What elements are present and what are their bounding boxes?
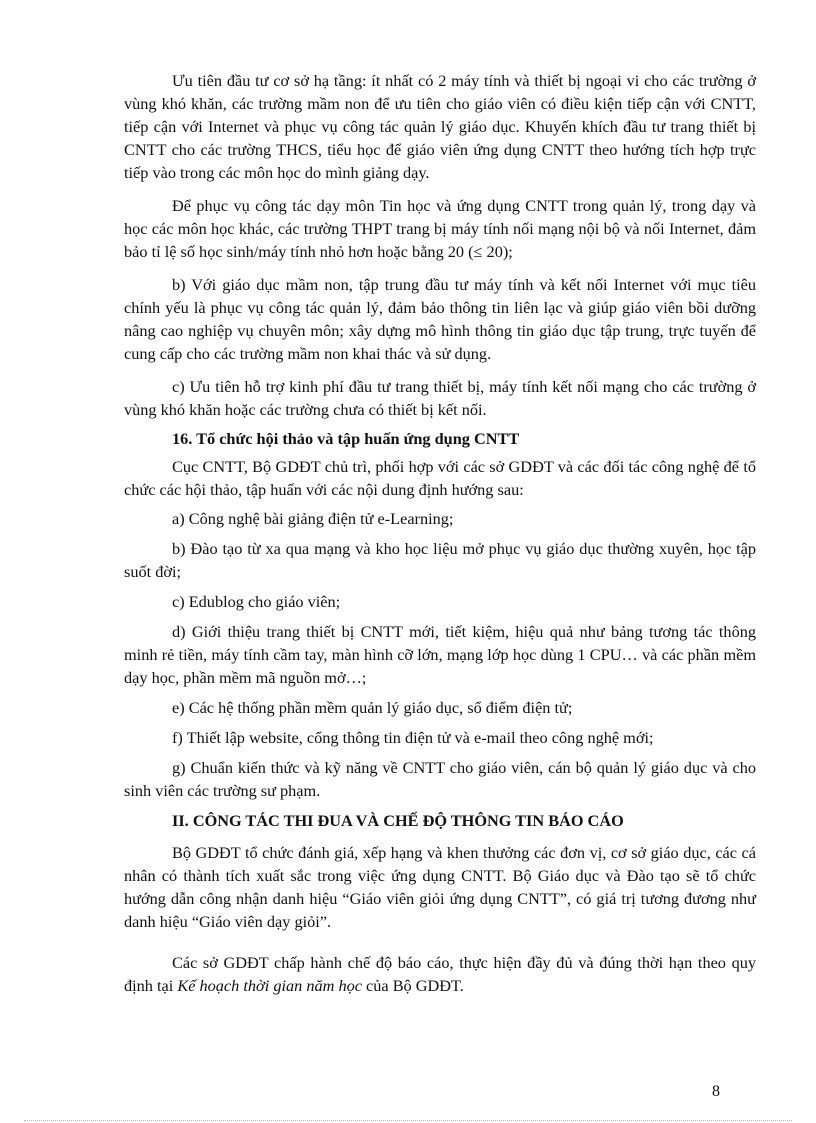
list-item-e: e) Các hệ thống phần mềm quản lý giáo dục, sổ điểm điện tử; — [172, 698, 573, 717]
section-ii-paragraph-1: Bộ GDĐT tổ chức đánh giá, xếp hạng và khen thưởng các đơn vị, cơ sở giáo dục, các cá nhân có thành tích xuất sắc trong việc ứng dụng CNTT. Bộ Giáo dục và Đào tạo sẽ tổ chức hướng dẫn công nhận danh hiệu “Giáo viên giỏi ứng dụng CNTT”, có giá trị tương đương như danh hiệu “Giáo viên dạy giỏi”. — [124, 843, 756, 931]
list-item-c: c) Edublog cho giáo viên; — [172, 592, 341, 611]
list-item-b: b) Đào tạo từ xa qua mạng và kho học liệu mở phục vụ giáo dục thường xuyên, học tập suốt đời; — [124, 539, 756, 581]
list-item-f: f) Thiết lập website, cổng thông tin điện tử và e-mail theo công nghệ mới; — [172, 728, 654, 747]
footer-divider — [24, 1120, 792, 1121]
list-item-g: g) Chuẩn kiến thức và kỹ năng về CNTT cho giáo viên, cán bộ quản lý giáo dục và cho sinh viên các trường sư phạm. — [124, 758, 756, 800]
reporting-text-end: của Bộ GDĐT. — [361, 976, 464, 995]
list-item-d: d) Giới thiệu trang thiết bị CNTT mới, tiết kiệm, hiệu quả như bảng tương tác thông minh rẻ tiền, máy tính cầm tay, màn hình cỡ lớn, mạng lớp học dùng 1 CPU… và các phần mềm dạy học, phần mềm mã nguồn mở…; — [124, 622, 756, 687]
reporting-text-start: Các sở GDĐT chấp hành chế độ báo cáo, thực hiện đầy đủ và đúng thời hạn theo quy định tại — [124, 953, 756, 995]
section-ii-heading: II. CÔNG TÁC THI ĐUA VÀ CHẾ ĐỘ THÔNG TIN BÁO CÁO — [172, 811, 624, 830]
paragraph-thpt: Để phục vụ công tác dạy môn Tin học và ứng dụng CNTT trong quản lý, trong dạy và học các môn học khác, các trường THPT trang bị máy tính nối mạng nội bộ và nối Internet, đảm bảo tỉ lệ số học sinh/máy tính nhỏ hơn hoặc bằng 20 (≤ 20); — [124, 196, 756, 261]
paragraph-b-preschool: b) Với giáo dục mầm non, tập trung đầu tư máy tính và kết nối Internet với mục tiêu chính yếu là phục vụ công tác quản lý, đảm bảo thông tin liên lạc và giúp giáo viên bồi dưỡng nâng cao nghiệp vụ chuyên môn; xây dựng mô hình thông tin giáo dục tập trung, trực tuyến để cung cấp cho các trường mầm non khai thác và sử dụng. — [124, 275, 756, 363]
section-ii-paragraph-2 — [124, 951, 756, 997]
paragraph-infrastructure: Ưu tiên đầu tư cơ sở hạ tầng: ít nhất có 2 máy tính và thiết bị ngoại vi cho các trường ở vùng khó khăn, các trường mầm non để ưu tiên cho giáo viên có điều kiện tiếp cận với CNTT, tiếp cận với Internet và phục vụ công tác quản lý giáo dục. Khuyến khích đầu tư trang thiết bị CNTT cho các trường THCS, tiểu học để giáo viên ứng dụng CNTT theo hướng tích hợp trực tiếp vào trong các môn học do mình giảng dạy. — [124, 71, 756, 182]
section-16-heading: 16. Tổ chức hội thảo và tập huấn ứng dụng CNTT — [172, 429, 520, 448]
page-number: 8 — [712, 1083, 720, 1100]
section-16-intro: Cục CNTT, Bộ GDĐT chủ trì, phối hợp với các sở GDĐT và các đối tác công nghệ để tổ chức các hội thảo, tập huấn với các nội dung định hướng sau: — [124, 457, 756, 499]
plan-document-title: Kế hoạch thời gian năm học — [177, 976, 362, 995]
list-item-a: a) Công nghệ bài giảng điện tử e-Learning; — [172, 509, 454, 528]
page-content — [124, 69, 756, 1007]
paragraph-c-funding: c) Ưu tiên hỗ trợ kinh phí đầu tư trang thiết bị, máy tính kết nối mạng cho các trường ở vùng khó khăn hoặc các trường chưa có thiết bị kết nối. — [124, 377, 756, 419]
